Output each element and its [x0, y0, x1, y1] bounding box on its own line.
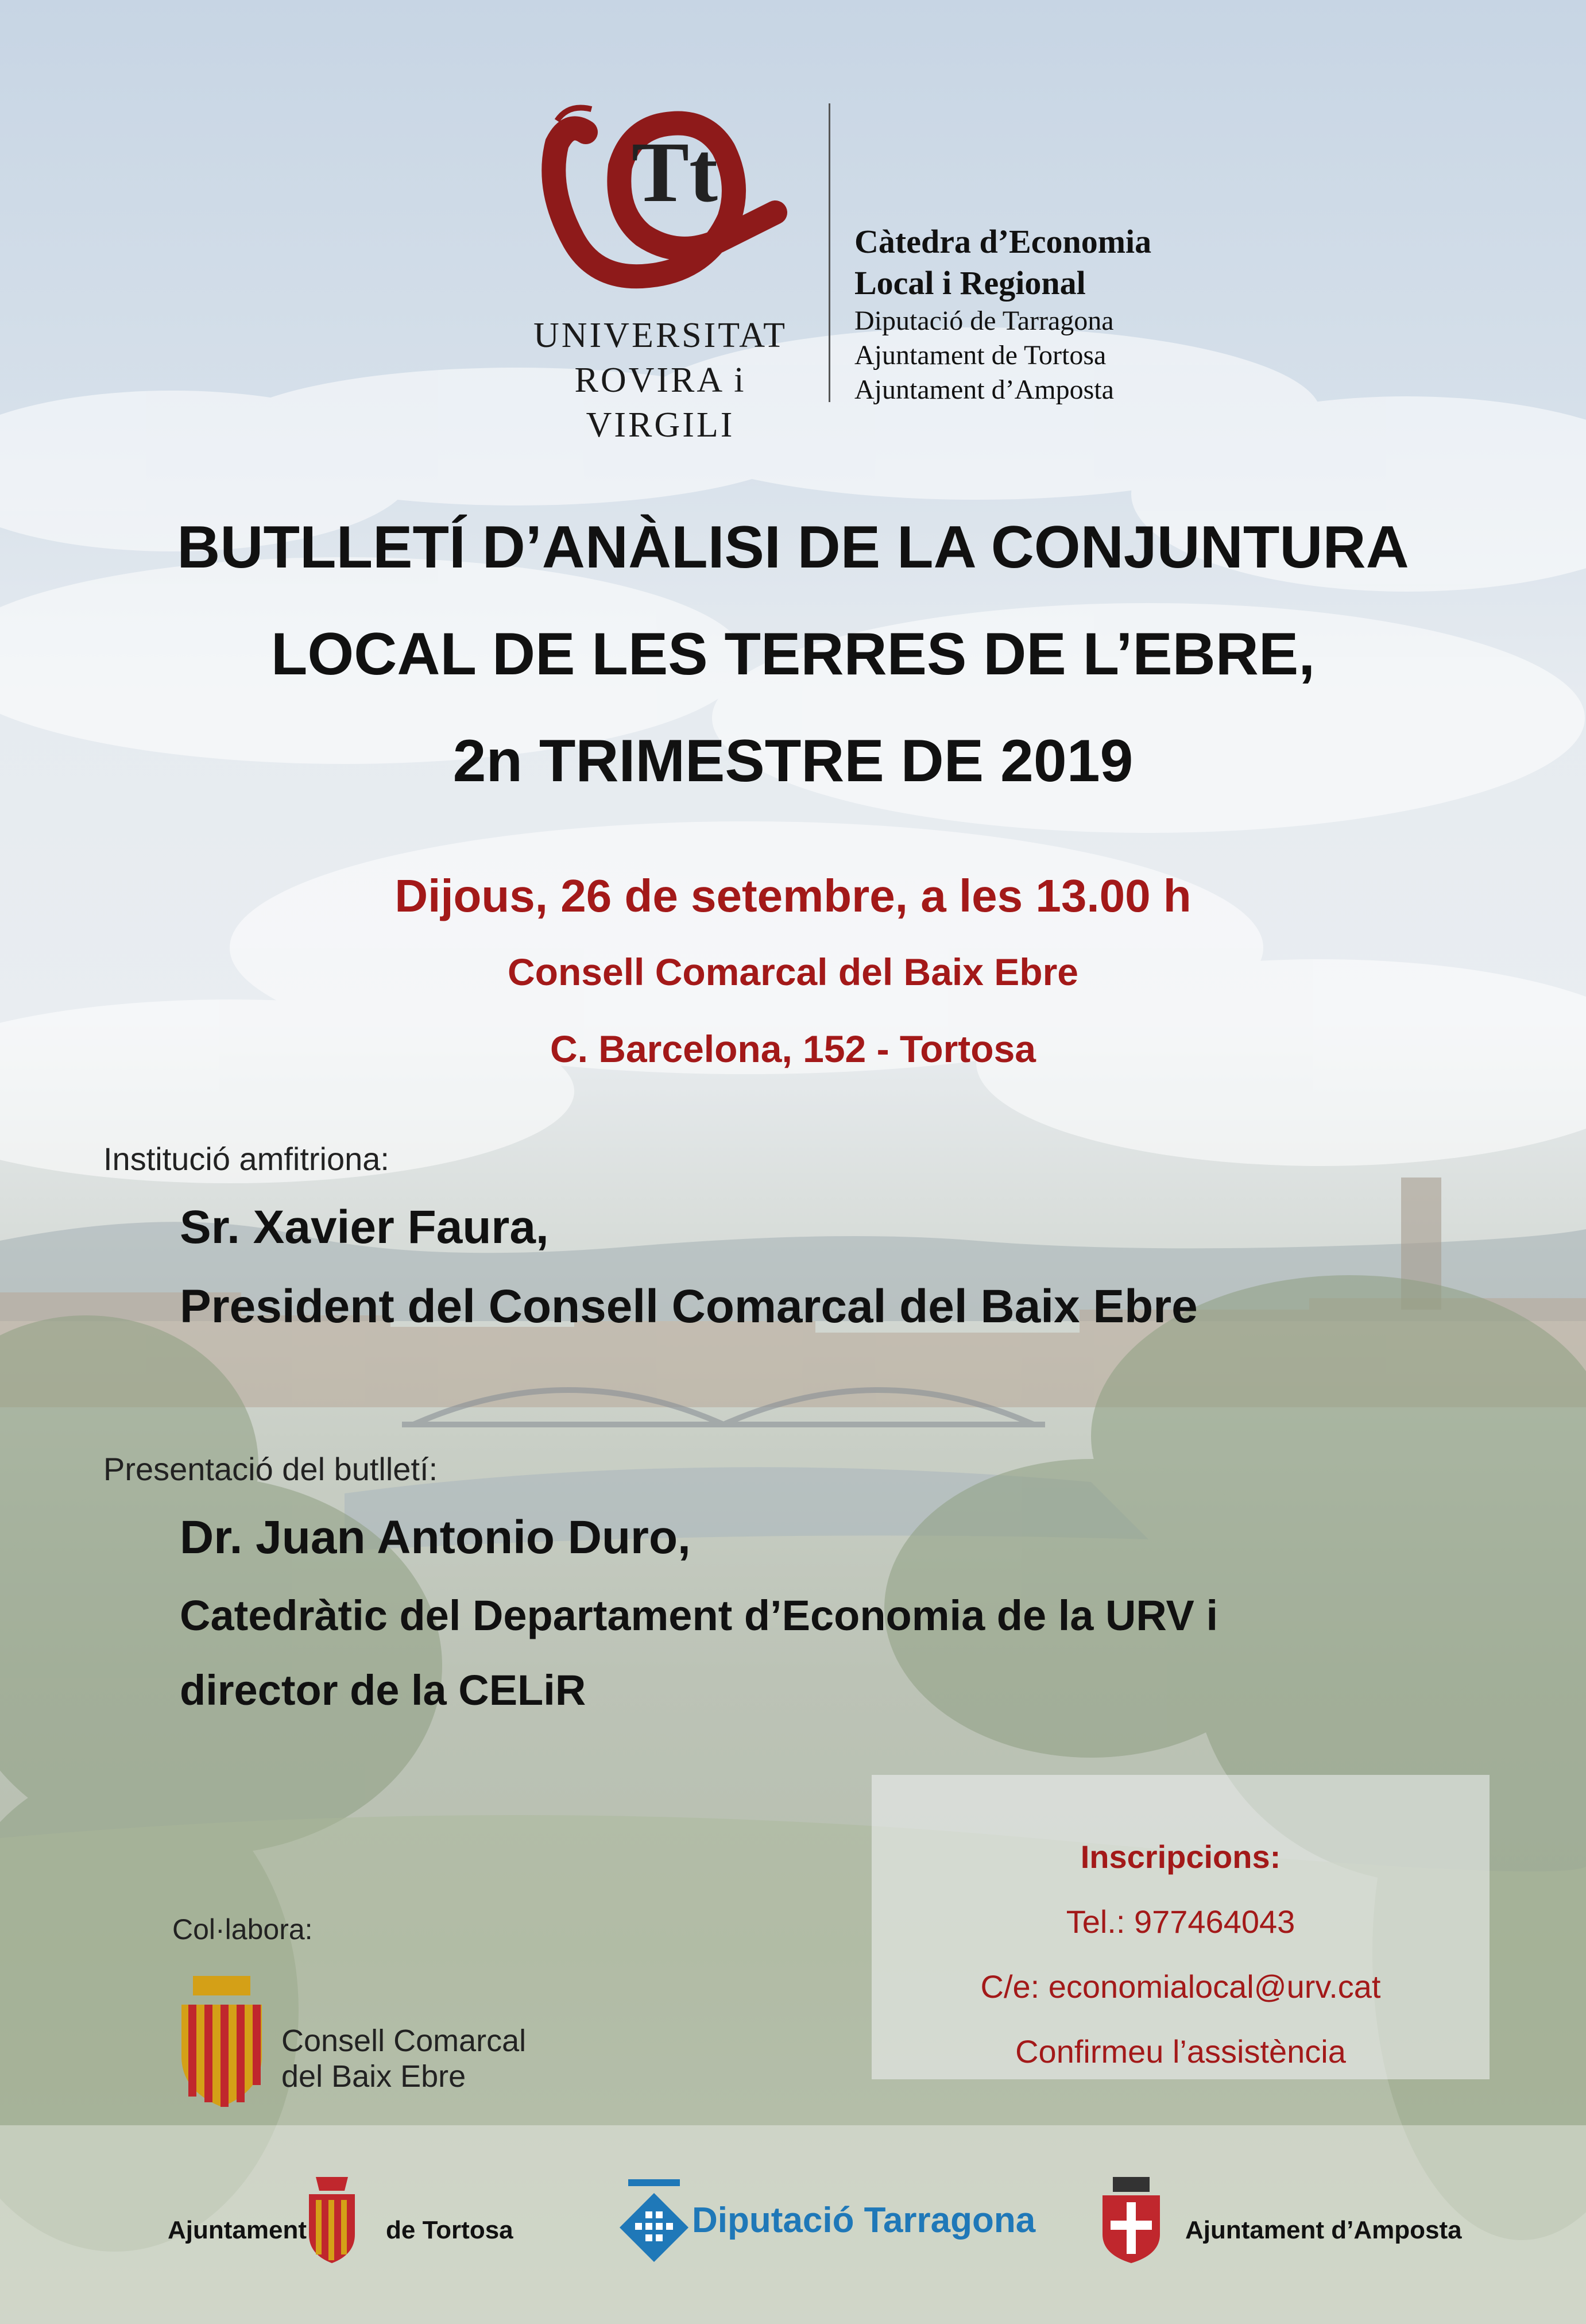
catedra-line1: Càtedra d’Economia	[854, 223, 1152, 260]
amposta-shield-icon	[1097, 2177, 1166, 2263]
footer-amposta: Ajuntament d’Amposta	[1185, 2216, 1462, 2244]
presenter-label: Presentació del butlletí:	[103, 1451, 438, 1487]
footer-diputacio: Diputació Tarragona	[692, 2201, 1036, 2240]
presenter-name: Dr. Juan Antonio Duro,	[180, 1511, 691, 1564]
collaborator-line2: del Baix Ebre	[281, 2059, 466, 2094]
inscriptions-phone[interactable]: Tel.: 977464043	[1066, 1904, 1295, 1940]
tortosa-shield-icon	[304, 2177, 359, 2263]
ccbe-shield-icon	[176, 1976, 268, 2108]
inscriptions-confirm: Confirmeu l’assistència	[1015, 2033, 1346, 2070]
diputacio-logo-icon	[611, 2177, 697, 2263]
catedra-block	[854, 221, 1151, 407]
title-line3: 2n TRIMESTRE DE 2019	[452, 728, 1134, 794]
collaborator-label: Col·labora:	[172, 1913, 313, 1945]
svg-text:Tt: Tt	[632, 125, 718, 220]
host-role: President del Consell Comarcal del Baix Ebre	[180, 1280, 1198, 1333]
catedra-line2: Local i Regional	[854, 264, 1086, 302]
inscriptions-heading: Inscripcions:	[1080, 1839, 1281, 1875]
sponsor-line3: Ajuntament d’Amposta	[854, 375, 1114, 405]
presenter-role-line2: director de la CELiR	[180, 1666, 586, 1714]
footer-tortosa-right: de Tortosa	[386, 2216, 513, 2244]
title-line2: LOCAL DE LES TERRES DE L’EBRE,	[270, 621, 1316, 688]
host-name: Sr. Xavier Faura,	[180, 1201, 549, 1253]
event-date: Dijous, 26 de setembre, a les 13.00 h	[394, 870, 1192, 921]
event-venue: Consell Comarcal del Baix Ebre	[507, 951, 1079, 993]
event-address: C. Barcelona, 152 - Tortosa	[550, 1028, 1036, 1070]
title-line1: BUTLLETÍ D’ANÀLISI DE LA CONJUNTURA	[177, 514, 1409, 581]
collaborator-name	[281, 2023, 526, 2094]
event-details	[0, 859, 1586, 1087]
inscriptions-email[interactable]: C/e: economialocal@urv.cat	[980, 1968, 1381, 2005]
university-line1: UNIVERSITAT	[533, 316, 787, 355]
bulletin-title	[57, 494, 1529, 814]
collaborator-line1: Consell Comarcal	[281, 2024, 527, 2058]
presenter-role-line1: Catedràtic del Departament d’Economia de la URV i	[180, 1592, 1218, 1639]
host-label: Institució amfitriona:	[103, 1141, 389, 1177]
header-divider	[829, 103, 830, 402]
footer-tortosa-left: Ajuntament	[168, 2216, 307, 2244]
inscriptions-box	[872, 1775, 1490, 2079]
university-line2: ROVIRA i VIRGILI	[574, 361, 746, 445]
urv-logo-icon	[534, 98, 810, 316]
university-name	[505, 313, 815, 447]
sponsor-line2: Ajuntament de Tortosa	[854, 340, 1107, 370]
sponsor-line1: Diputació de Tarragona	[854, 306, 1114, 336]
